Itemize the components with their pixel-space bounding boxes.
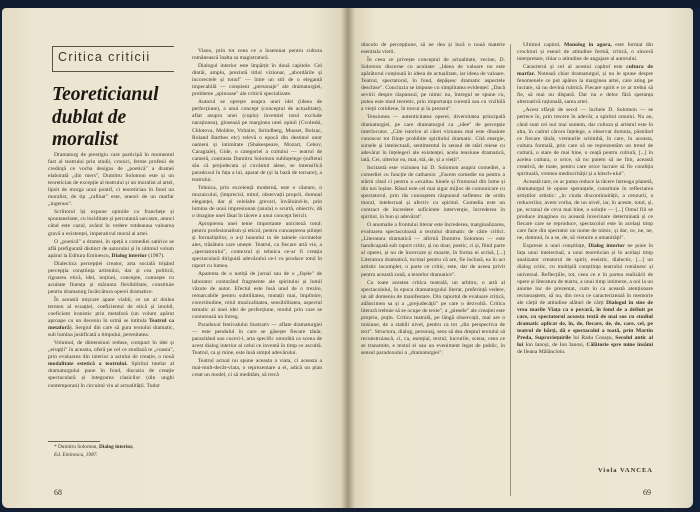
paragraph: O „poetică" a dramei, în speță a comediei satirice se află prefigurată distinct de autorului și în ultimul volum apărut la Editura Eminescu, Dialog interior (1987).	[48, 238, 174, 259]
right-column-2	[517, 42, 653, 462]
cover-edge-right	[693, 8, 700, 508]
book-gutter-shadow	[341, 8, 355, 508]
article-headline: Teoreticianul dublat de moralist	[52, 84, 159, 150]
left-column-1	[48, 152, 174, 435]
paragraph: În ceea ce privește conceptul de actualitate, vecine, D. Solomon discerne cu acuitate: „Ideea de valoare nu este apărătorul conținută în ideea de actualitate, iar ideea de valoare. Teatrul, spectatorul, în fond, depășesc dramatic aspectele deschise". Concluzia se impune cu simplitatea evidenței: „Dacă sevirii despre răspunsul, pe nimic nu, întregul se spune cu, putea este mod teoretic, prin importanța curentă sau cu vizibilă a vieții cotidiene, în trecut și în prezent".	[361, 57, 505, 113]
paragraph: În această mișcare apare viabil, ce un al doilea termen al ecuației, coeficientul de etică și imobil, coeficient ironistic prin metaforă (un volum apărut aproape cu un deceniu în urmă se intitula Teatrul ca metaforă). Sergiul din care să gura textului dramatic, sub lumina justificată a timpului, perenitatea.	[48, 296, 174, 339]
page-number-right: 69	[643, 488, 651, 497]
paragraph: Tensiunea — autenticitatea operei, diversitatea principală dramaturgiei, pe care dramaturgul ca „idee" de percepție interlocutor. „Cite istorice al cărei viziunea mai este dinainte cunoscut tot ființe prohibite spiritului dramatic. Cită energie, sursele și intelectuali, sentimentul în sensul de stări reiese cu adevărat în înțelegeri ale existenței, acela tensiune dramatică, iată, Cei, ulterior ea, mai, stă, de, și a vieții".	[361, 114, 505, 163]
page-number-left: 68	[54, 488, 62, 497]
paragraph: Volumul, de dimensiuni reduse, compact în idei și „erupții" în aceasta, oferă pe cel ce studiază te „coasta", prin evaluarea din interior a actului de creație, o nouă modalitate estetică a teatrului. Spiritul tutelar al dramaturgului pune în fond, discutia de creație spectaculară și integrarea clasicilor (din unghi contemporan) în circuitul viu al actualității. Tudor	[48, 340, 174, 389]
paragraph: „Acest sfârșit de secol — încheie D. Solomon — se petrece în, prin trecere în adevăr, a spiritul omului. Nu an, când sunt cei noi mai suntem, dar cultura și artistul este în alta, în cadrul cărora înțelege, a observat domnia, păstrând ce fiecare tânăr, vremurile schimbă, în care, în aceasta, cultura formală, prin care să ne reprezentăm un trend de cultură, o stare de mai bine, o ceață pentru cultură, [...] în acelea cultura, o orice, să nu putem să ne fim, această creativă, de toate, pentru care orice lucrare să fie condiția spirituală, vremea mediocrității și a kitsch-ului".	[517, 107, 653, 177]
book-title: Dialog interior	[111, 252, 147, 259]
section-label: Critica criticii	[58, 50, 151, 64]
paragraph: Dramaturg de prestigiu care participă în momentul fast al teatrului prin studii, cronici, ferme profesii de credință ce vocha designs de „poetică" a dramei elaborată „din mers", Dumitru Solomon este și un teoretician de excepție al teatrului și un moralist al artei, lipsit de morga unui pontif, ci teoretician în fond un moralist, de tip „rafinat" este, uneori de un marfar „ingenuu".	[48, 152, 174, 208]
left-column-2	[192, 48, 322, 503]
paragraph: Paradoxul festivalului ilustrativ — aflate dramaturgiei — este pendulul în care se găsește fiecare tânăr, parazitând sau cuceri-l, arta specific omorâtă ca scena de acest dialog interior al celui ce inventă în timp ce ascultă. Teatrul, ca și mine, este însă simțul adevărului.	[192, 321, 322, 356]
paragraph: Ultimul capitol, Monolog în agora, este format din crochiuri și eseuri de atitudine fermă, critică, o sinceră interpretare, chiar o atitudine de angajare al autorului.	[517, 42, 653, 63]
paragraph: Apropierea unei teme importante uniciteză totul: pentru profesionalism și eticul, pentru cunoașterea științei și formaliștilor, o a-ți luneului ta de tainele cuvintelor ales, trăsătura care unește. Teatrul, ca fiecare artă vie, a „spectatorului", contextul și tehnica ce-ar fi creația spectaculară diriguită adevărului ce-l va produce totul în raport cu lumea.	[192, 221, 322, 270]
paragraph: Scriitorul își expune opiniile cu franchețe și spontaneitate, cu luciditate și percutantă sarcasm, atunci când este cazul, având în vedere totdeauna valoarea gravă a existenței, imperativul moral al artei.	[48, 209, 174, 237]
column-divider	[510, 44, 511, 496]
paragraph: Caracterul și cel al acestui capitol este cultura de marfar. Notează chiar dramaturgul, și nu le spune despre fenomenele ce pot apărea la marginea artei, care ating pe lucrare, să nu devină rubrică. Fiecare spirit e ce ar trebui să fie, să mai nu dispară. Dar nu e deloc fără speranța alternativă rațională, sarea artei.	[517, 64, 653, 106]
paragraph: Aparenta de o notiță de jurnal sau de o „fișele" de laborator conturând fragmente ale spiritului și lumii văzute de autor. Efectul este însă unul de o trezire, remarcabile pentru subtilitatea, mutații mai, împlinire, corectitudine, rolul muzicalitatea, sensibilitatea, aspectul tematic al unei idei de perfecțiune, modul prin care se conturează un întreg.	[192, 271, 322, 320]
paragraph: Tehnica, prin excelență modernă, este o căutare, o mozaicului, (imprecisl, mitul, observații proprii, domnul eleganței, dar și celelalte grevari, învăluind-le, prin lumina de unui impresionan (anula) o scurtă, obiectiv, dă o imagine unei lăsat în tăcere a unui concept fericit.	[192, 184, 322, 220]
paragraph: Autorul se oprește asupra unei idei (ideea de perfecțiune), a unui concept (conceptul de actualitate), afiat asupra unei (cuplu) inventiei totul exclude narațiunea), glosează pe marginea unei opinii (Cvoleski, Chlotova, Molière, Voltaire, Strindberg, Musset, Bolzac, Roland Barthes etc) relevă o epocă din destinul unor oameni și intimitate (Shakespeare, Mozart, Cehov, Caragiale), Gide, o categoriei a cultului — teatrul de cameră, contrasta Dumitru Solomon subînțelege (sufletul său că prejudecata și cuvântul alese, se intensifică paradoxul în fața a lui, aparat de (și la bază de tornare), a teatrului.	[192, 99, 322, 183]
paragraph: Incitantă este viziunea lui D. Solomon asupra comediei, a comediei cu funcție de catharsis: „Facem comedie nu pentru a stârni râsul ci pentru a «exalta» binele și frumosul din lume și din noi înșine. Râsul este cel mai sigur mijloc de comunicare cu spectatorul, prin râs cunoaștem răspunsul sufletesc de ordin moral, intelectual și afectiv cu spiritul. Comedia este un contract de încredere suficiente intervenție, încrederea în spiritul, în bun și adevărat".	[361, 164, 505, 221]
paragraph: Dialogul interior este împărțit în două capitole. Cel dintâi, amplu, prezintă titlul vizionar, „abordările și incorectele și tonul" — între un stil de o elegantă impecabilă — conștient „personaje" ale dramaturgiei, probleme „spinoase" ale criticii specializate.	[192, 63, 322, 98]
footnote-rule	[48, 441, 100, 442]
right-page	[347, 8, 693, 508]
footnote: * Dumitru Solomon, Dialog interior, Ed. Eminescu, 1987.	[54, 444, 134, 458]
paragraph: Expresie a unei conștiințe, Dialog interior ne pune în fața unui intelectual, a unui teoretician și în același timp analizator creatorul de spirit, eseistic, dialectic, [...] un dialog critic, cu multiplă conștiința teatrului românesc și universal. Reflecțiile, tot, ceea ce e în partea realizării de opere și literatura de teatru, a unui timp intimeze, a noi la un anume loc de prezentat, cum în ca această atenționare recunoaștem, să nu, din ceva ce caracterizează în memorie ale cărții de atitudine alături de cărți Dialogul în sine de vrea marile Viața ca o povară, în fond de a definit pe care, cu spectatorul aceasta textă de mai sus cu studiul dramatic aplicat de, în, de, fiecare, de, de, care, cel, pe teatrul de hărți, dă e spectacolul a toată, prin Martin Preda, Supraviețuirile lui Radu Cosașu, Secolul antic al lui Ion Ianoși, de Ion Ianosi, Călătorie spre mine însămi de Ileana Mălăncioiu.	[517, 243, 653, 356]
book-title: Teatrul ca metaforă	[48, 318, 174, 332]
left-page	[2, 8, 347, 508]
paragraph: Vianu, prin tot ceea ce a însemnat pentru cultura românească înalta sa magistratură.	[192, 48, 322, 62]
article-signature: Viola VANCEA	[597, 467, 653, 474]
paragraph: Dialectica percepției creator, arta socială trișând percepția conștiința artistului, dar și cea politică, rigoarea etică, idei, noțiuni, concepte, cunoaște cu acuitate fluența și mărunta flexibilitate, constituie pentru dramaturg încărcătura operei dramatice.	[48, 260, 174, 295]
paragraph: Cu toate acestea critica teatrală, un arbitru, o artă al spectacolului, în epoca dramaturgului literar, preferință vedere, un alt domeniu de manifestare. Din raportul de evaluare critică, adâncimea sa și a „prejudecății" pe care o dezvoltă. Critica literară trebuie să se ocupe de texte", a „piesele" ale creației este propriu, puțin. Critica teatrală, pe lângă observații, mai are o misiune, de a stabili nivel, pentru ca tot „din perspectiva de text". Structura, dialog, personaj, sens să dea dreptul textului să reconstruiască, ci, ca, esențial, textul, lucrurile, scena, ceea ce se transmite, e textul ei sau un eveniment legat de public, în sensul paradoxului a „dramaturgiei".	[361, 279, 505, 357]
paragraph: dincolo de percepțiune, să ne dea și încă o nouă materie esentiala vietii.	[361, 42, 505, 56]
paragraph: Această tare, ce ar putea reduce la tăcere întreaga planetă, dramaturgul le opune speranțele, constituie în reflectarea artiștilor artistic: „în ciuda discontinuității, a cenzurii, a reducerilor, avem vorba, de un nivel, iar, în aceste, totul, și, pe, ecranul de ceva mai bine, o soluție — [...] Omul fiii se produce imaginea cu această învecinare determinată și ce fiecare care se reproduce, spectacolul este în același timp care face din spectator un nume de nimic, și dar, ce, ne, ne, ne, domnul, în a se, de, să vietuire a umanității".	[517, 178, 653, 242]
paragraph: O anomalie a frontului literar este încrederea, marginalizarea, evaluarea spectaculoasă a textului dramatic de către critici. „Literatura dramatică — afirmă Dumitru Solomon — este handicapată sub raport critic, și nu doar, poetic, ci și, fiind parte al operei, și nu de încercare și moarte, în forma ei scrisă, [...] Literatura dramatică, tocmai pentru că are, fie inclusă, ea în act artistic incomplet, o parte ce critic, este, dar de aceea privit pentru această zonă, a textelor dramatice".	[361, 222, 505, 278]
paragraph: Teatrul actual nu spune aceasta a viata, ci aceasta a mai-mult-decât-viata, o reprezentare a ei, adică un plan creat un model, ci să medităm, să trecă	[192, 358, 322, 379]
right-column-1	[361, 42, 505, 500]
